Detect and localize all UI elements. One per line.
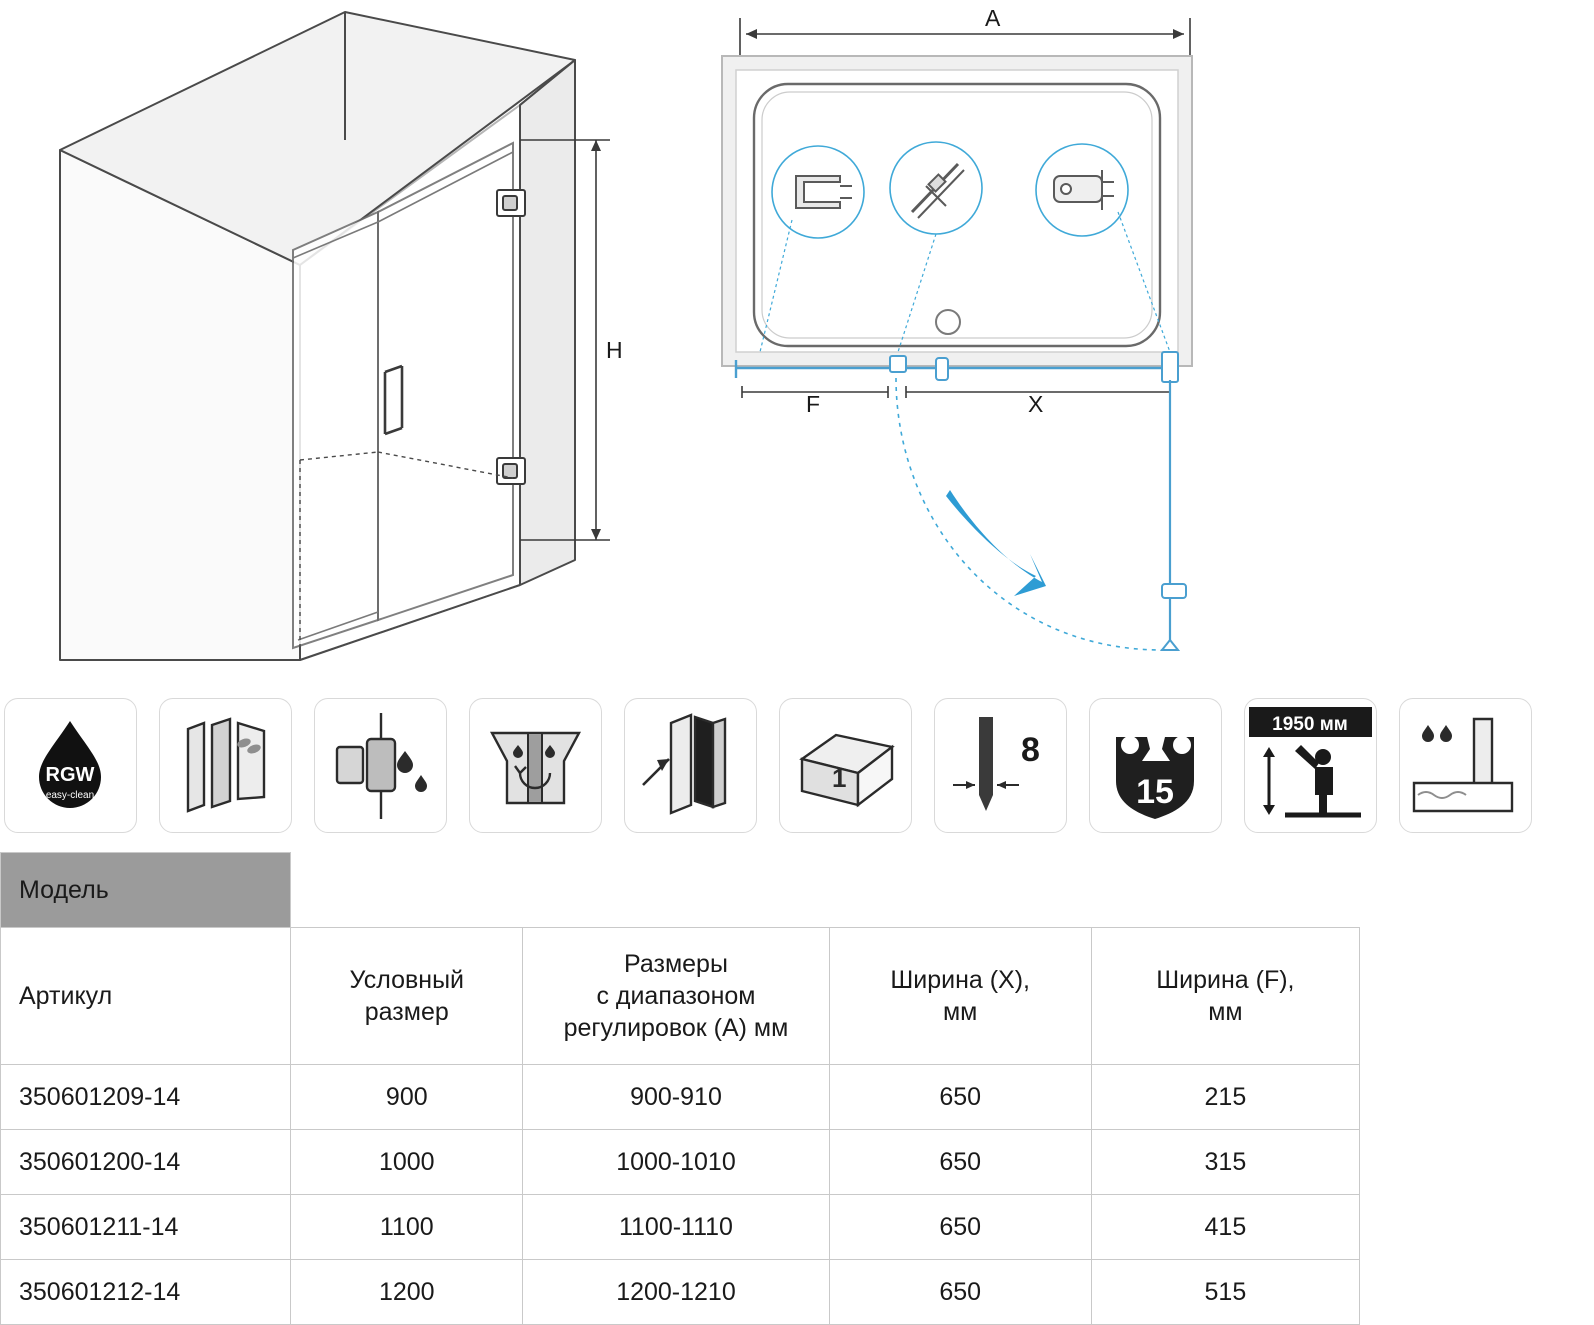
feature-icon-sealing-strips [159, 698, 292, 833]
perspective-drawing [0, 0, 700, 690]
cell-width-x: 650 [829, 1195, 1091, 1260]
cell-width-x: 650 [829, 1065, 1091, 1130]
column-header-width-f [1091, 928, 1359, 1065]
feature-icon-magnetic-profile [624, 698, 757, 833]
cell-article: 350601209-14 [1, 1065, 291, 1130]
table-header-model: Модель [1, 853, 291, 928]
feature-icon-height [1244, 698, 1377, 833]
column-header-width-x [829, 928, 1091, 1065]
cell-width-f: 315 [1091, 1130, 1359, 1195]
table-row [1, 1065, 1360, 1130]
column-header-nominal-size [291, 928, 523, 1065]
table-header-columns-row [1, 928, 1360, 1065]
front-elevation-drawing [700, 0, 1594, 690]
column-header-adjust-range [523, 928, 829, 1065]
cell-width-f: 415 [1091, 1195, 1359, 1260]
cell-range: 1000-1010 [523, 1130, 829, 1195]
feature-icon-glass-thickness [934, 698, 1067, 833]
column-header-nominal-size-line1: Условный [349, 966, 465, 994]
rgw-label: RGW [45, 764, 95, 786]
label-segment-x: X [1028, 391, 1044, 417]
column-header-adjust-range-line3: регулировок (A) мм [563, 1014, 789, 1042]
column-header-width-x-line2: мм [942, 998, 978, 1026]
table-row [1, 1130, 1360, 1195]
height-value-label: 1950 мм [1272, 714, 1348, 735]
package-count-label: 1 [832, 763, 847, 793]
cell-width-x: 650 [829, 1130, 1091, 1195]
cell-width-f: 215 [1091, 1065, 1359, 1130]
cell-article: 350601200-14 [1, 1130, 291, 1195]
column-header-width-f-line2: мм [1208, 998, 1243, 1026]
glass-thickness-label: 8 [1021, 731, 1040, 769]
cell-nominal: 1200 [291, 1260, 523, 1325]
feature-icon-adjustable-profile [469, 698, 602, 833]
cell-range: 1200-1210 [523, 1260, 829, 1325]
cell-width-x: 650 [829, 1260, 1091, 1325]
feature-icons-row [0, 698, 1594, 838]
cell-article: 350601211-14 [1, 1195, 291, 1260]
specification-table [0, 852, 1594, 1325]
column-header-nominal-size-line2: размер [364, 998, 449, 1026]
cell-range: 1100-1110 [523, 1195, 829, 1260]
warranty-years-label: 15 [1136, 773, 1174, 811]
feature-icon-bath-screen [1399, 698, 1532, 833]
label-segment-f: F [806, 391, 821, 417]
cell-article: 350601212-14 [1, 1260, 291, 1325]
table-header-model-spacer [829, 853, 1091, 928]
feature-icon-package-count [779, 698, 912, 833]
column-header-width-x-line1: Ширина (X), [890, 966, 1031, 994]
feature-icon-rgw-easy-clean [4, 698, 137, 833]
column-header-adjust-range-line1: Размеры [624, 950, 728, 978]
label-height: H [606, 337, 623, 363]
cell-nominal: 1100 [291, 1195, 523, 1260]
table-header-model-spacer [1091, 853, 1359, 928]
feature-icon-warranty [1089, 698, 1222, 833]
column-header-article: Артикул [1, 928, 291, 1065]
label-width-a: A [985, 5, 1001, 31]
rgw-sub-label: easy-clean [45, 790, 95, 801]
column-header-adjust-range-line2: с диапазоном [596, 982, 756, 1010]
table-header-model-spacer [523, 853, 829, 928]
cell-width-f: 515 [1091, 1260, 1359, 1325]
table-header-model-spacer [291, 853, 523, 928]
feature-icon-hinge [314, 698, 447, 833]
table-header-model-row [1, 853, 1360, 928]
table-row [1, 1260, 1360, 1325]
cell-nominal: 900 [291, 1065, 523, 1130]
table-row [1, 1195, 1360, 1260]
column-header-width-f-line1: Ширина (F), [1156, 966, 1295, 994]
cell-nominal: 1000 [291, 1130, 523, 1195]
cell-range: 900-910 [523, 1065, 829, 1130]
